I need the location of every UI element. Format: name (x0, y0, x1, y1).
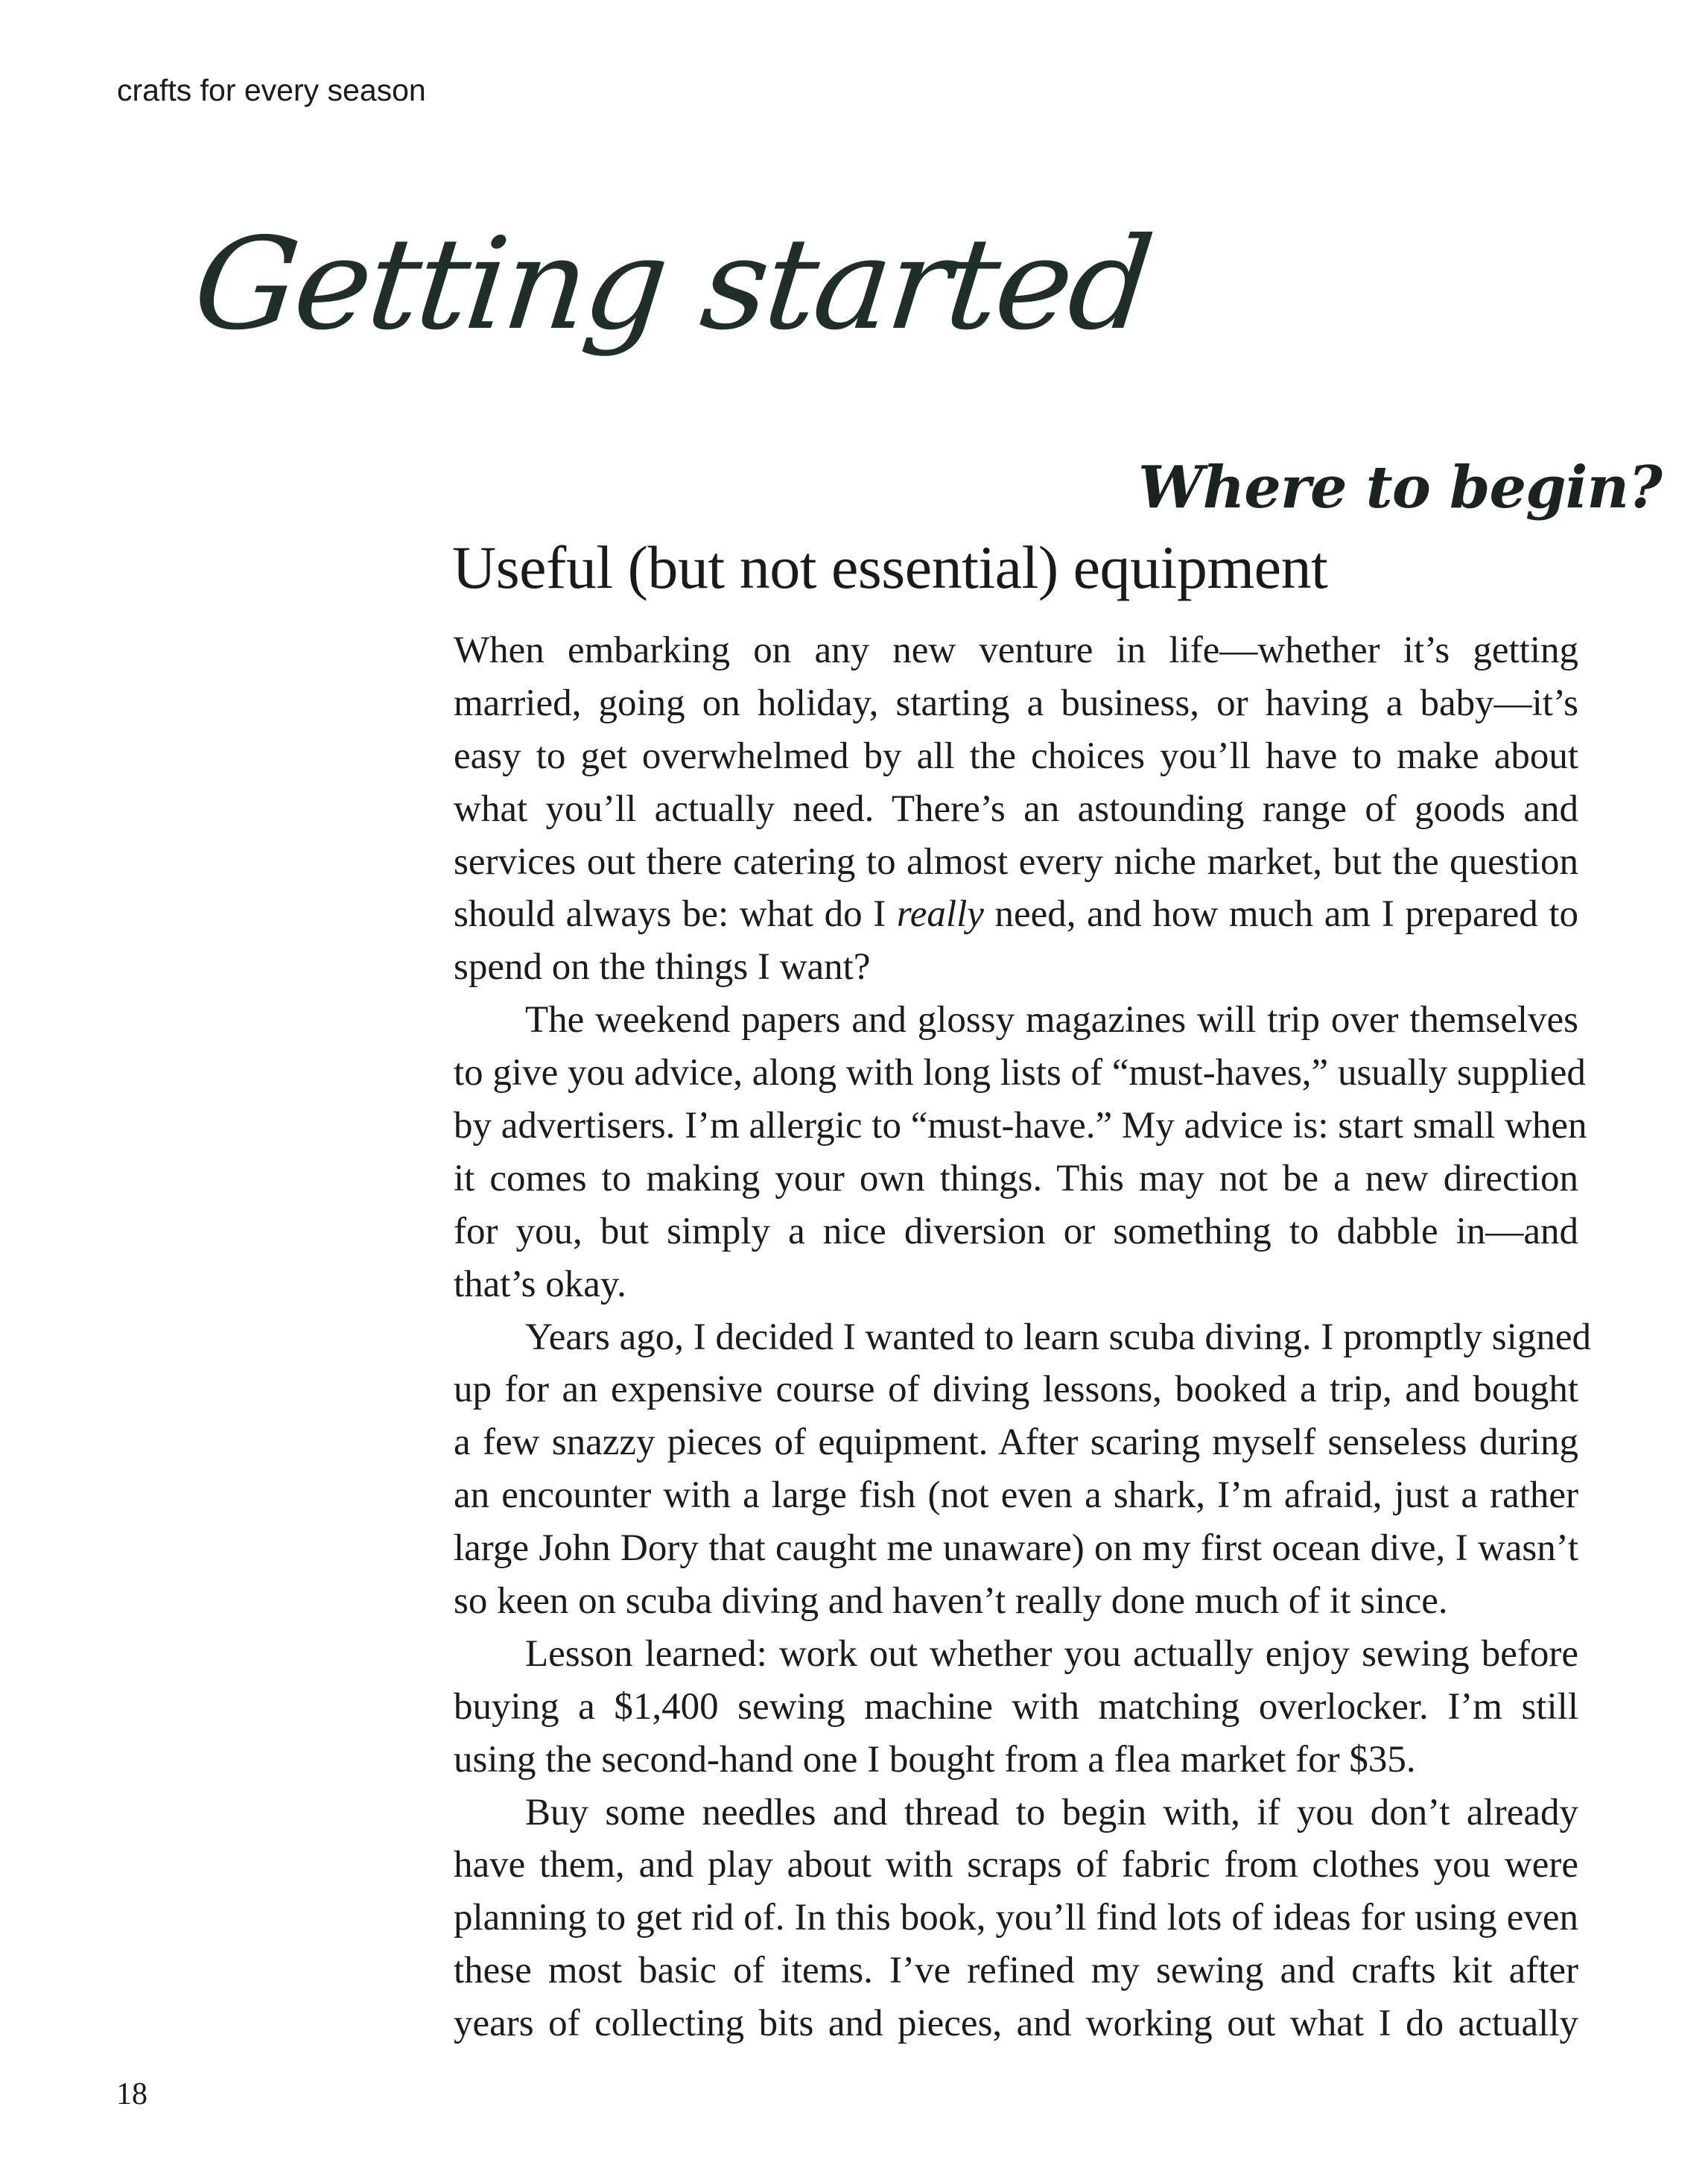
text-line: so keen on scuba diving and haven’t really done much of it since. (454, 1580, 1448, 1623)
text-line: to give you advice, along with long lists of “must-haves,” usually supplied (454, 1052, 1586, 1094)
text-line: years of collecting bits and pieces, and working out what I do actually (454, 2003, 1578, 2045)
emphasis-text: really (896, 893, 984, 936)
text-line: Years ago, I decided I wanted to learn scuba diving. I promptly signed (525, 1316, 1591, 1358)
text-line: it comes to making your own things. This may not be a new direction (454, 1157, 1578, 1199)
running-head: crafts for every season (117, 73, 426, 107)
paragraph (454, 1628, 1578, 1787)
text-line: planning to get rid of. In this book, you’ll find lots of ideas for using even (454, 1897, 1578, 1939)
text-line: easy to get overwhelmed by all the choices you’ll have to make about (454, 735, 1578, 777)
text-line (454, 888, 1578, 941)
text-line: The weekend papers and glossy magazines will trip over themselves (525, 999, 1578, 1042)
text-line: these most basic of items. I’ve refined my sewing and crafts kit after (454, 1950, 1578, 1992)
text-line: what you’ll actually need. There’s an astounding range of goods and (454, 787, 1578, 830)
text-line: a few snazzy pieces of equipment. After scaring myself senseless during (454, 1421, 1578, 1464)
text-line: up for an expensive course of diving lessons, booked a trip, and bought (454, 1369, 1578, 1411)
text-line: that’s okay. (454, 1263, 626, 1305)
paragraph (454, 1311, 1591, 1628)
text-line: large John Dory that caught me unaware) on my first ocean dive, I wasn’t (454, 1527, 1578, 1570)
text-line: by advertisers. I’m allergic to “must-have.” My advice is: start small when (454, 1105, 1587, 1147)
section-script-heading: Where to begin? (1138, 454, 1662, 522)
body-text (454, 624, 1591, 2050)
page-number: 18 (116, 2077, 147, 2111)
text-line: Buy some needles and thread to begin with, if you don’t already (525, 1791, 1578, 1833)
text-run: should always be: what do I (454, 893, 897, 936)
text-line: using the second-hand one I bought from a flea market for $35. (454, 1738, 1416, 1781)
text-line: for you, but simply a nice diversion or something to dabble in—and (454, 1210, 1578, 1252)
text-line: an encounter with a large fish (not even a shark, I’m afraid, just a rather (454, 1474, 1578, 1517)
section-subheading: Useful (but not essential) equipment (452, 533, 1328, 601)
paragraph (454, 994, 1587, 1310)
text-line: services out there catering to almost every niche market, but the question (454, 840, 1578, 883)
text-line: spend on the things I want? (454, 946, 871, 989)
text-run: need, and how much am I prepared to (983, 893, 1579, 936)
text-line: have them, and play about with scraps of fabric from clothes you were (454, 1844, 1578, 1886)
paragraph (454, 1787, 1578, 2050)
text-line: married, going on holiday, starting a business, or having a baby—it’s (454, 682, 1578, 724)
paragraph (454, 624, 1578, 994)
text-line: Lesson learned: work out whether you actually enjoy sewing before (525, 1632, 1578, 1675)
text-line: When embarking on any new venture in life—whether it’s getting (454, 630, 1578, 671)
chapter-title: Getting started (187, 211, 1158, 358)
text-line: buying a $1,400 sewing machine with matching overlocker. I’m still (454, 1685, 1578, 1728)
